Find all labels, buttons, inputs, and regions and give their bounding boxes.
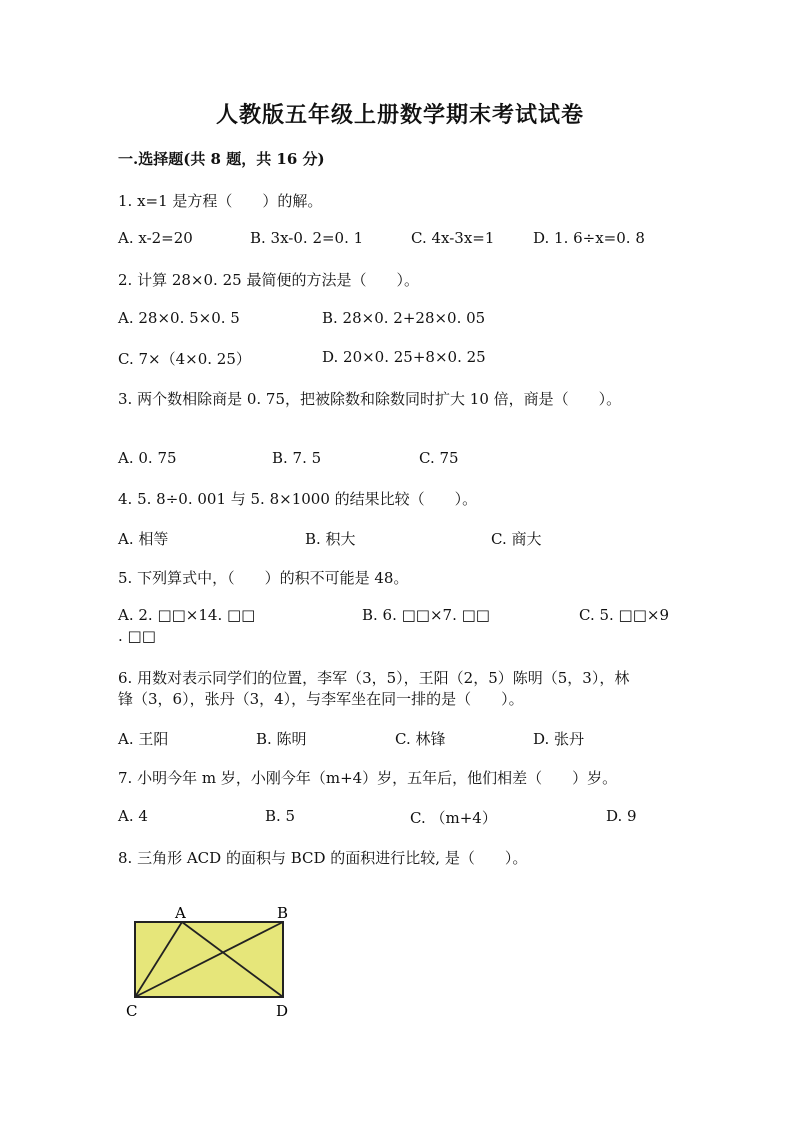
q2-option-c: C. 7×（4×0. 25） (118, 350, 251, 368)
q1-option-d: D. 1. 6÷x=0. 8 (533, 229, 645, 247)
q1-option-a: A. x-2=20 (118, 229, 193, 247)
rectangle-figure (120, 900, 310, 1025)
q2-option-d: D. 20×0. 25+8×0. 25 (322, 348, 486, 366)
q3-option-c: C. 75 (419, 449, 459, 467)
q7-option-a: A. 4 (118, 807, 148, 825)
q7-option-b: B. 5 (265, 807, 296, 825)
question-6-line-2: 锋（3，6），张丹（3，4），与李军坐在同一排的是（ ）。 (118, 690, 524, 708)
question-1: 1. x=1 是方程（ ）的解。 (118, 192, 323, 210)
page-title: 人教版五年级上册数学期末考试试卷 (215, 102, 584, 128)
label-b: B (277, 904, 289, 922)
q1-option-c: C. 4x-3x=1 (411, 229, 495, 247)
q3-option-a: A. 0. 75 (118, 449, 177, 467)
q4-option-b: B. 积大 (305, 530, 356, 548)
q6-option-a: A. 王阳 (118, 730, 169, 748)
question-5: 5. 下列算式中，（ ）的积不可能是 48。 (118, 569, 409, 587)
q4-option-c: C. 商大 (491, 530, 542, 548)
q2-option-b: B. 28×0. 2+28×0. 05 (322, 309, 486, 327)
q5-option-b: B. 6. □□×7. □□ (362, 606, 490, 624)
q5-option-c-continuation: . □□ (118, 627, 156, 645)
q5-option-c: C. 5. □□×9 (579, 606, 670, 624)
section-heading: 一.选择题(共 8 题，共 16 分) (118, 150, 325, 168)
q1-option-b: B. 3x-0. 2=0. 1 (250, 229, 364, 247)
q2-option-a: A. 28×0. 5×0. 5 (118, 309, 240, 327)
question-4: 4. 5. 8÷0. 001 与 5. 8×1000 的结果比较（ ）。 (118, 490, 478, 508)
q4-option-a: A. 相等 (118, 530, 169, 548)
label-a: A (175, 904, 186, 922)
question-6-line-1: 6. 用数对表示同学们的位置，李军（3，5），王阳（2，5）陈明（5，3），林 (118, 669, 630, 687)
question-3: 3. 两个数相除商是 0. 75，把被除数和除数同时扩大 10 倍，商是（ ）。 (118, 390, 622, 408)
question-7: 7. 小明今年 m 岁，小刚今年（m+4）岁，五年后，他们相差（ ）岁。 (118, 769, 618, 787)
q7-option-c: C. （m+4） (410, 809, 497, 827)
label-d: D (276, 1002, 289, 1020)
q6-option-b: B. 陈明 (256, 730, 307, 748)
q3-option-b: B. 7. 5 (272, 449, 322, 467)
question-8: 8. 三角形 ACD 的面积与 BCD 的面积进行比较, 是（ ）。 (118, 849, 528, 867)
q6-option-c: C. 林锋 (395, 730, 446, 748)
question-2: 2. 计算 28×0. 25 最简便的方法是（ ）。 (118, 271, 419, 289)
q7-option-d: D. 9 (606, 807, 637, 825)
label-c: C (126, 1002, 138, 1020)
q5-option-a: A. 2. □□×14. □□ (118, 606, 256, 624)
q6-option-d: D. 张丹 (533, 730, 585, 748)
